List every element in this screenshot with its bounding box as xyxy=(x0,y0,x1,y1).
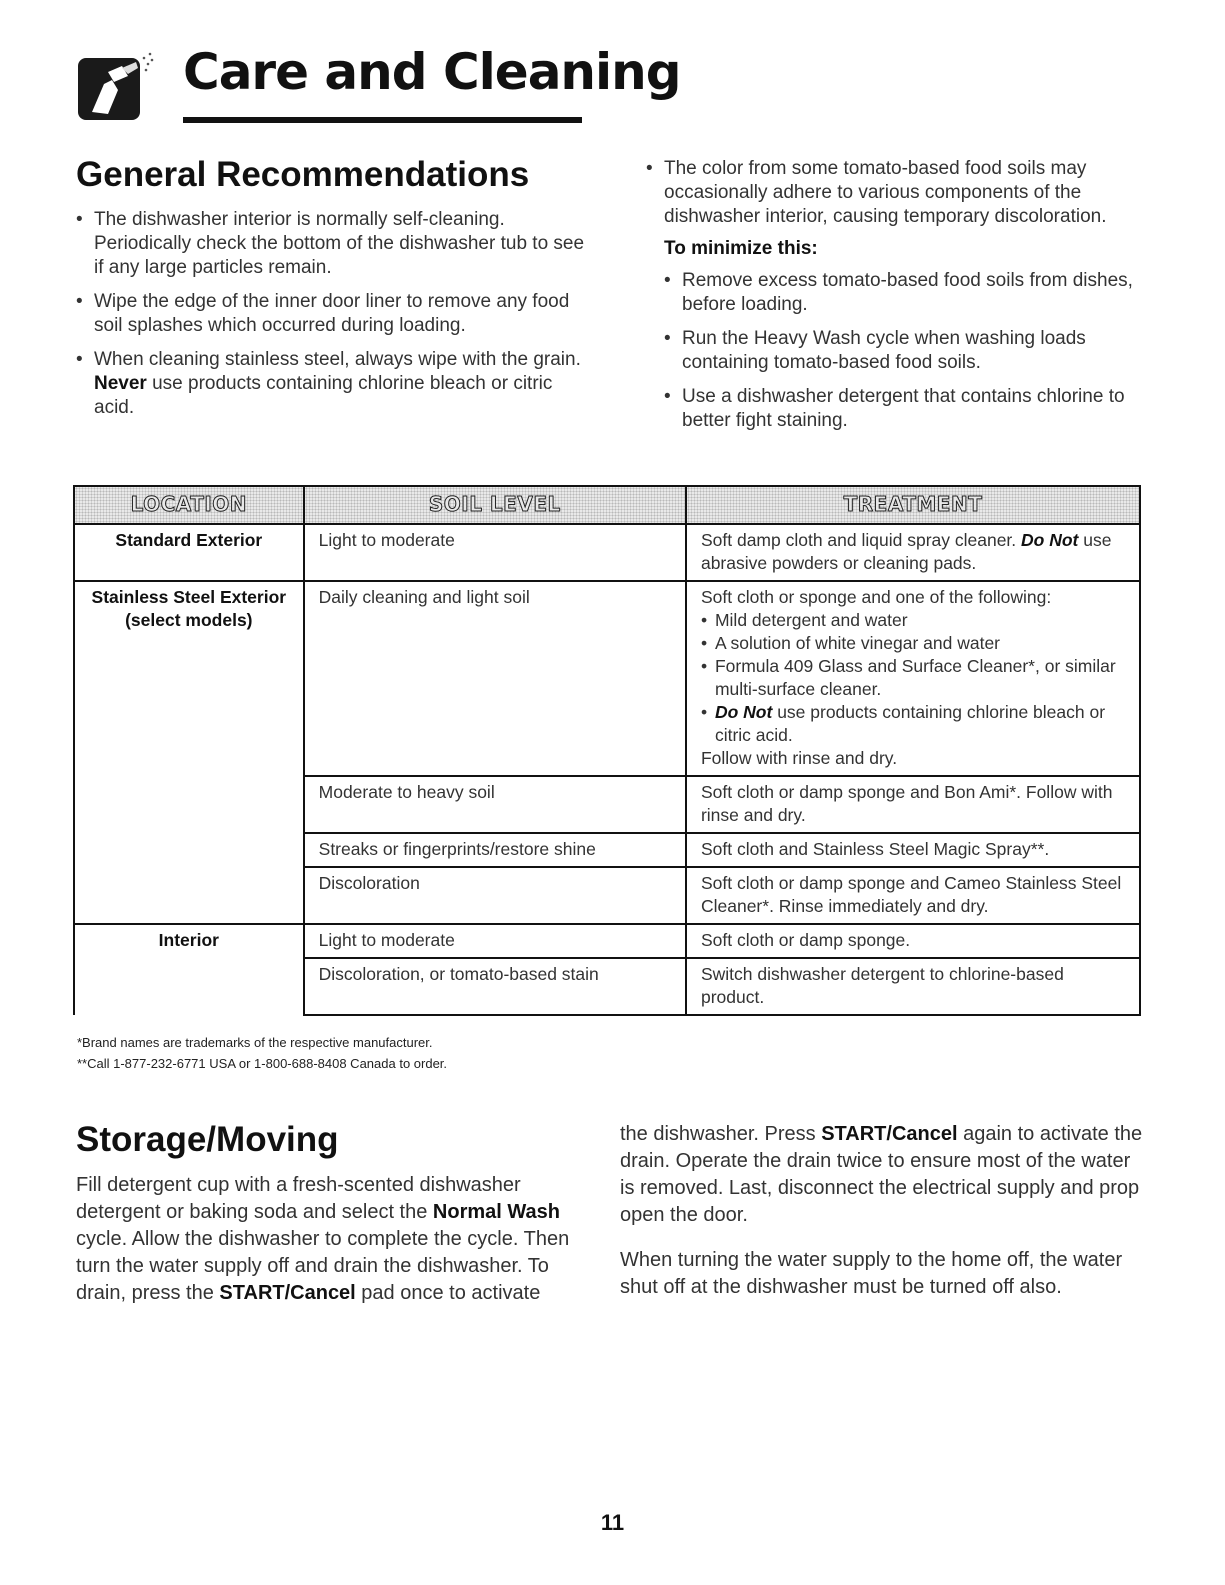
cleaning-table xyxy=(73,485,1141,1016)
treatment-cell: Soft cloth or sponge and one of the following: • Mild detergent and water • A solution of white vinegar and water • Formula 409 Glass and Surface Cleaner*, or similar multi-surface cleaner. • Do Not use products containing chlorine bleach or citric acid. Follow with rinse and dry. xyxy=(686,581,1140,776)
table-row xyxy=(74,524,1140,581)
footnote-order-phone: **Call 1-877-232-6771 USA or 1-800-688-8408 Canada to order. xyxy=(77,1056,448,1071)
treatment-cell: Soft cloth or damp sponge and Cameo Stainless Steel Cleaner*. Rinse immediately and dry. xyxy=(686,867,1140,924)
list-item: • A solution of white vinegar and water xyxy=(701,632,1131,655)
treatment-cell: Soft damp cloth and liquid spray cleaner. Do Not use abrasive powders or cleaning pads. xyxy=(686,524,1140,581)
general-right-column xyxy=(646,157,1146,443)
soil-level-cell: Daily cleaning and light soil xyxy=(304,581,686,776)
column-header-location: LOCATION xyxy=(74,486,304,524)
treatment-cell: Soft cloth or damp sponge. xyxy=(686,924,1140,958)
table-row xyxy=(74,924,1140,958)
footnote-trademarks: *Brand names are trademarks of the respective manufacturer. xyxy=(77,1035,433,1050)
column-header-treatment: TREATMENT xyxy=(686,486,1140,524)
column-header-soil-level: SOIL LEVEL xyxy=(304,486,686,524)
page-title: Care and Cleaning xyxy=(183,43,681,101)
list-item: • Run the Heavy Wash cycle when washing loads containing tomato-based food soils. xyxy=(664,327,1146,375)
list-item: • The color from some tomato-based food soils may occasionally adhere to various components of the dishwasher interior, causing temporary discoloration. xyxy=(646,157,1146,229)
spray-cleaner-icon xyxy=(78,50,156,124)
page-number: 11 xyxy=(600,1510,625,1535)
treatment-cell: Switch dishwasher detergent to chlorine-based product. xyxy=(686,958,1140,1015)
storage-paragraph-2: the dishwasher. Press START/Cancel again to activate the drain. Operate the drain twice to ensure most of the water is removed. Last, disconnect the electrical supply and prop open the door. xyxy=(620,1123,1143,1226)
storage-paragraph-1: Fill detergent cup with a fresh-scented dishwasher detergent or baking soda and select the Normal Wash cycle. Allow the dishwasher to complete the cycle. Then turn the water supply off and drain the dishwasher. To drain, press the START/Cancel pad once to activate xyxy=(76,1174,570,1304)
table-row xyxy=(74,581,1140,776)
list-item: • Formula 409 Glass and Surface Cleaner*, or similar multi-surface cleaner. xyxy=(701,655,1131,701)
soil-level-cell: Moderate to heavy soil xyxy=(304,776,686,833)
list-item: • When cleaning stainless steel, always wipe with the grain. Never use products containing chlorine bleach or citric acid. xyxy=(76,348,586,420)
list-item: • Remove excess tomato-based food soils from dishes, before loading. xyxy=(664,269,1146,317)
soil-level-cell: Light to moderate xyxy=(304,924,686,958)
list-item: • Wipe the edge of the inner door liner to remove any food soil splashes which occurred during loading. xyxy=(76,290,586,338)
title-underline xyxy=(183,117,582,123)
soil-level-cell: Streaks or fingerprints/restore shine xyxy=(304,833,686,867)
list-item: • The dishwasher interior is normally self-cleaning. Periodically check the bottom of the dishwasher tub to see if any large particles remain. xyxy=(76,208,586,280)
general-recommendations-heading: General Recommendations xyxy=(76,155,530,194)
location-cell: Interior xyxy=(74,924,304,1015)
soil-level-cell: Light to moderate xyxy=(304,524,686,581)
soil-level-cell: Discoloration xyxy=(304,867,686,924)
location-cell: Standard Exterior xyxy=(74,524,304,581)
storage-paragraph-3: When turning the water supply to the home off, the water shut off at the dishwasher must be turned off also. xyxy=(620,1249,1123,1298)
location-cell: Stainless Steel Exterior (select models) xyxy=(74,581,304,924)
treatment-cell: Soft cloth and Stainless Steel Magic Spray**. xyxy=(686,833,1140,867)
soil-level-cell: Discoloration, or tomato-based stain xyxy=(304,958,686,1015)
list-item: • Mild detergent and water xyxy=(701,609,1131,632)
minimize-heading: To minimize this: xyxy=(664,238,818,259)
storage-moving-heading: Storage/Moving xyxy=(76,1120,339,1159)
treatment-cell: Soft cloth or damp sponge and Bon Ami*. Follow with rinse and dry. xyxy=(686,776,1140,833)
list-item: • Do Not use products containing chlorine bleach or citric acid. xyxy=(701,701,1131,747)
general-left-column xyxy=(76,208,586,430)
list-item: • Use a dishwasher detergent that contains chlorine to better fight staining. xyxy=(664,385,1146,433)
